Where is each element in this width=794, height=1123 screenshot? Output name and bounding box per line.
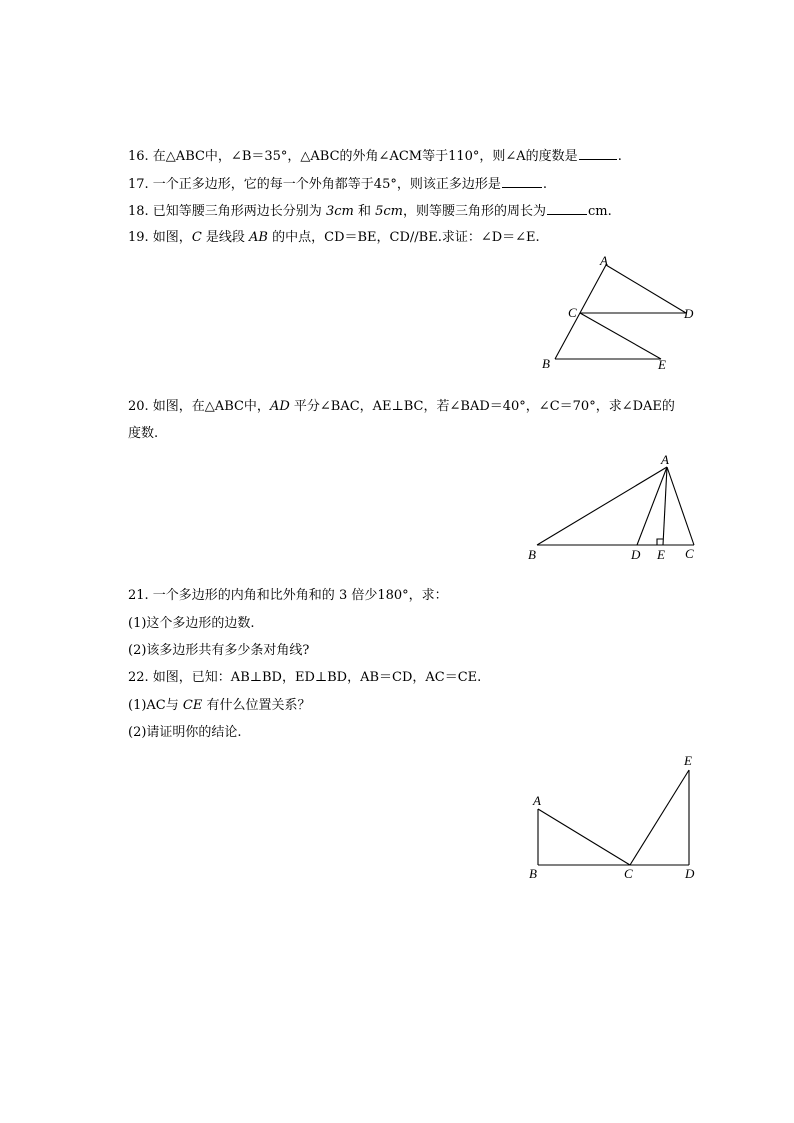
answer-blank-18[interactable]: [547, 201, 587, 215]
problem-16: [128, 146, 622, 166]
fig19-label-a: A: [600, 253, 608, 268]
problem-18-tail: cm.: [588, 204, 612, 219]
figure-20: [520, 450, 710, 565]
fig20-segment-ab: [537, 467, 667, 545]
problem-17-tail: .: [542, 177, 547, 192]
problem-19-post: 的中点，CD＝BE，CD//BE.求证：∠D＝∠E.: [267, 230, 540, 245]
fig22-segment-ac: [538, 809, 630, 865]
fig20-label-d: D: [631, 547, 641, 562]
problem-22-question-2: [128, 724, 242, 742]
fig19-label-c: C: [568, 305, 577, 320]
problem-20-line-2: [128, 425, 158, 443]
figure-22: [520, 750, 710, 885]
problem-16-text: 16. 在△ABC中，∠B＝35°，△ABC的外角∠ACM等于110°，则∠A的度数是: [128, 149, 578, 164]
problem-19-mid: 是线段: [201, 230, 250, 245]
problem-20-segment-ad: AD: [269, 399, 290, 414]
problem-20-pre: 20. 如图，在△ABC中，: [128, 399, 270, 414]
problem-20-post: 平分∠BAC，AE⊥BC，若∠BAD＝40°，∠C＝70°，求∠DAE的: [289, 399, 675, 414]
problem-17: [128, 174, 547, 194]
fig20-label-e: E: [657, 547, 665, 562]
fig20-right-angle-mark: [657, 539, 663, 545]
problem-18-value-2: 5cm: [375, 204, 403, 219]
fig22-label-e: E: [684, 753, 692, 768]
fig19-segment-ad: [606, 265, 686, 313]
problem-21-q1-text: (1)这个多边形的边数.: [128, 616, 255, 631]
fig20-segment-ae: [663, 467, 667, 545]
fig20-label-c: C: [685, 546, 694, 561]
fig19-segment-ce: [580, 313, 661, 359]
problem-21-q2-text: (2)该多边形共有多少条对角线?: [128, 643, 310, 658]
problem-22: [128, 669, 481, 687]
answer-blank-17[interactable]: [502, 174, 542, 188]
fig20-segment-ac: [667, 467, 694, 545]
problem-20: [128, 398, 675, 416]
problem-22-question-1: [128, 697, 310, 715]
problem-18-mid: 和: [353, 204, 376, 219]
problem-19-pre: 19. 如图，: [128, 230, 192, 245]
problem-22-text: 22. 如图，已知：AB⊥BD，ED⊥BD，AB＝CD，AC＝CE.: [128, 670, 482, 685]
problem-16-tail: .: [617, 149, 622, 164]
problem-18-post: ，则等腰三角形的周长为: [403, 204, 547, 219]
problem-21-question-2: [128, 642, 309, 660]
problem-21-text: 21. 一个多边形的内角和比外角和的 3 倍少180°，求：: [128, 588, 448, 603]
fig20-segment-ad: [637, 467, 667, 545]
problem-19-segment-ab: AB: [249, 230, 268, 245]
problem-22-segment-ce: CE: [182, 698, 203, 713]
problem-17-text: 17. 一个正多边形，它的每一个外角都等于45°，则该正多边形是: [128, 177, 501, 192]
problem-21: [128, 587, 448, 605]
problem-22-q1-post: 有什么位置关系？: [202, 698, 311, 713]
problem-21-question-1: [128, 615, 255, 633]
problem-19-point-c: C: [191, 230, 202, 245]
fig20-label-b: B: [528, 547, 536, 562]
answer-blank-16[interactable]: [579, 146, 617, 160]
fig19-label-b: B: [542, 356, 550, 371]
problem-19: [128, 229, 540, 247]
fig22-label-a: A: [533, 793, 541, 808]
fig19-label-d: D: [684, 306, 694, 321]
problem-20-line-2-text: 度数.: [128, 426, 159, 441]
fig22-label-d: D: [685, 866, 695, 881]
problem-22-q2-text: (2)请证明你的结论.: [128, 725, 242, 740]
problem-18-pre: 18. 已知等腰三角形两边长分别为: [128, 204, 326, 219]
problem-18: [128, 201, 612, 221]
fig22-label-b: B: [529, 866, 537, 881]
problem-22-q1-pre: (1)AC与: [128, 698, 183, 713]
fig22-label-c: C: [624, 866, 633, 881]
fig20-label-a: A: [661, 452, 669, 467]
figure-19: [530, 250, 710, 375]
fig19-label-e: E: [658, 357, 666, 372]
fig19-segment-ab: [555, 265, 606, 359]
problem-18-value-1: 3cm: [325, 204, 354, 219]
fig22-segment-ce: [630, 770, 689, 865]
